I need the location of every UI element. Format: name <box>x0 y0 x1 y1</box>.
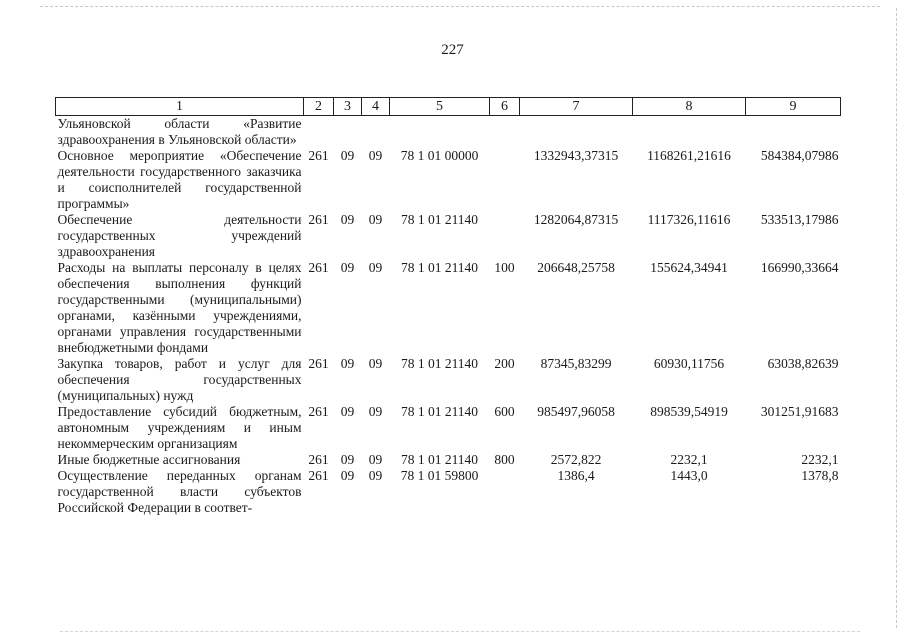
amount-col7-cell: 2572,822 <box>550 452 602 467</box>
code-target-cell <box>390 116 490 149</box>
code-subsection-cell: 09 <box>368 148 383 163</box>
row-name-cell: Расходы на выплаты персоналу в целях обеспечения выполнения функций государственными (муниципальными) органами, казёнными учреждениями, органами управления государственными внебюджетными фондами <box>57 260 302 355</box>
amount-col9-cell: 1378,8 <box>801 468 839 483</box>
row-name-cell: Ульяновской области «Развитие здравоохранения в Ульяновской области» <box>57 116 302 147</box>
code-expense-type-cell: 800 <box>494 452 515 467</box>
row-name-cell: Обеспечение деятельности государственных учреждений здравоохранения <box>57 212 302 259</box>
amount-col9-cell: 2232,1 <box>801 452 839 467</box>
code-section-cell: 09 <box>340 260 355 275</box>
code-admin-cell <box>304 116 334 149</box>
code-target-cell: 78 1 01 21140 <box>400 356 479 371</box>
table-row <box>56 452 841 468</box>
amount-col7-cell: 985497,96058 <box>537 404 615 419</box>
code-admin-cell: 261 <box>308 468 329 483</box>
amount-col8-cell: 60930,11756 <box>653 356 725 371</box>
code-admin-cell: 261 <box>308 452 329 467</box>
header-cell: 3 <box>334 98 362 116</box>
header-row <box>56 98 841 116</box>
code-expense-type-cell <box>490 468 520 516</box>
amount-col9-cell: 166990,33664 <box>760 260 839 275</box>
code-subsection-cell: 09 <box>368 212 383 227</box>
code-admin-cell: 261 <box>308 148 329 163</box>
row-name-cell: Иные бюджетные ассигнования <box>57 452 241 467</box>
code-target-cell: 78 1 01 00000 <box>400 148 479 163</box>
header-cell: 1 <box>56 98 304 116</box>
code-target-cell: 78 1 01 21140 <box>400 260 479 275</box>
code-expense-type-cell: 200 <box>494 356 515 371</box>
row-name-cell: Осуществление переданных органам государственной власти субъектов Российской Федерации в соответ- <box>57 468 302 515</box>
code-admin-cell: 261 <box>308 356 329 371</box>
code-target-cell: 78 1 01 21140 <box>400 404 479 419</box>
row-name-cell: Основное мероприятие «Обеспечение деятельности государственного заказчика и соисполнителей государственной программы» <box>57 148 302 211</box>
scan-edge-top <box>40 6 880 7</box>
code-expense-type-cell <box>490 116 520 149</box>
amount-col7-cell: 1282064,87315 <box>533 212 619 227</box>
code-section-cell <box>334 116 362 149</box>
amount-col8-cell: 898539,54919 <box>650 404 728 419</box>
code-expense-type-cell <box>490 148 520 212</box>
row-name-cell: Закупка товаров, работ и услуг для обеспечения государственных (муниципальных) нужд <box>57 356 302 403</box>
row-name-cell: Предоставление субсидий бюджетным, автономным учреждениям и иным некоммерческим организациям <box>57 404 302 451</box>
table-row <box>56 212 841 260</box>
code-subsection-cell: 09 <box>368 356 383 371</box>
table-row <box>56 404 841 452</box>
code-subsection-cell: 09 <box>368 468 383 483</box>
header-cell: 8 <box>633 98 746 116</box>
code-target-cell: 78 1 01 59800 <box>400 468 479 483</box>
page-number: 227 <box>441 42 464 58</box>
amount-col7-cell <box>520 116 633 149</box>
budget-table <box>55 97 841 516</box>
table-row <box>56 148 841 212</box>
amount-col9-cell: 533513,17986 <box>760 212 839 227</box>
code-section-cell: 09 <box>340 212 355 227</box>
table-row <box>56 116 841 149</box>
table-row <box>56 468 841 516</box>
amount-col8-cell: 2232,1 <box>670 452 708 467</box>
header-cell: 6 <box>490 98 520 116</box>
amount-col9-cell: 301251,91683 <box>760 404 839 419</box>
amount-col7-cell: 1386,4 <box>557 468 595 483</box>
amount-col7-cell: 206648,25758 <box>537 260 615 275</box>
table-row <box>56 356 841 404</box>
header-cell: 7 <box>520 98 633 116</box>
header-cell: 2 <box>304 98 334 116</box>
scan-edge-right <box>896 8 897 628</box>
code-expense-type-cell <box>490 212 520 260</box>
amount-col7-cell: 87345,83299 <box>540 356 612 371</box>
code-section-cell: 09 <box>340 356 355 371</box>
amount-col9-cell: 63038,82639 <box>767 356 839 371</box>
amount-col8-cell: 155624,34941 <box>650 260 728 275</box>
code-section-cell: 09 <box>340 468 355 483</box>
amount-col8-cell: 1168261,21616 <box>647 148 731 163</box>
code-admin-cell: 261 <box>308 260 329 275</box>
code-section-cell: 09 <box>340 148 355 163</box>
code-expense-type-cell: 100 <box>494 260 515 275</box>
code-target-cell: 78 1 01 21140 <box>400 212 479 227</box>
code-expense-type-cell: 600 <box>494 404 515 419</box>
amount-col8-cell: 1117326,11616 <box>647 212 731 227</box>
code-target-cell: 78 1 01 21140 <box>400 452 479 467</box>
header-cell: 4 <box>362 98 390 116</box>
scan-edge-bottom <box>60 631 860 632</box>
amount-col9-cell: 584384,07986 <box>760 148 839 163</box>
amount-col8-cell <box>633 116 746 149</box>
code-subsection-cell: 09 <box>368 452 383 467</box>
amount-col8-cell: 1443,0 <box>670 468 708 483</box>
code-subsection-cell <box>362 116 390 149</box>
table-row <box>56 260 841 356</box>
code-admin-cell: 261 <box>308 212 329 227</box>
code-section-cell: 09 <box>340 452 355 467</box>
code-section-cell: 09 <box>340 404 355 419</box>
code-subsection-cell: 09 <box>368 404 383 419</box>
amount-col9-cell <box>746 116 841 149</box>
amount-col7-cell: 1332943,37315 <box>533 148 619 163</box>
header-cell: 5 <box>390 98 490 116</box>
code-subsection-cell: 09 <box>368 260 383 275</box>
header-cell: 9 <box>746 98 841 116</box>
code-admin-cell: 261 <box>308 404 329 419</box>
